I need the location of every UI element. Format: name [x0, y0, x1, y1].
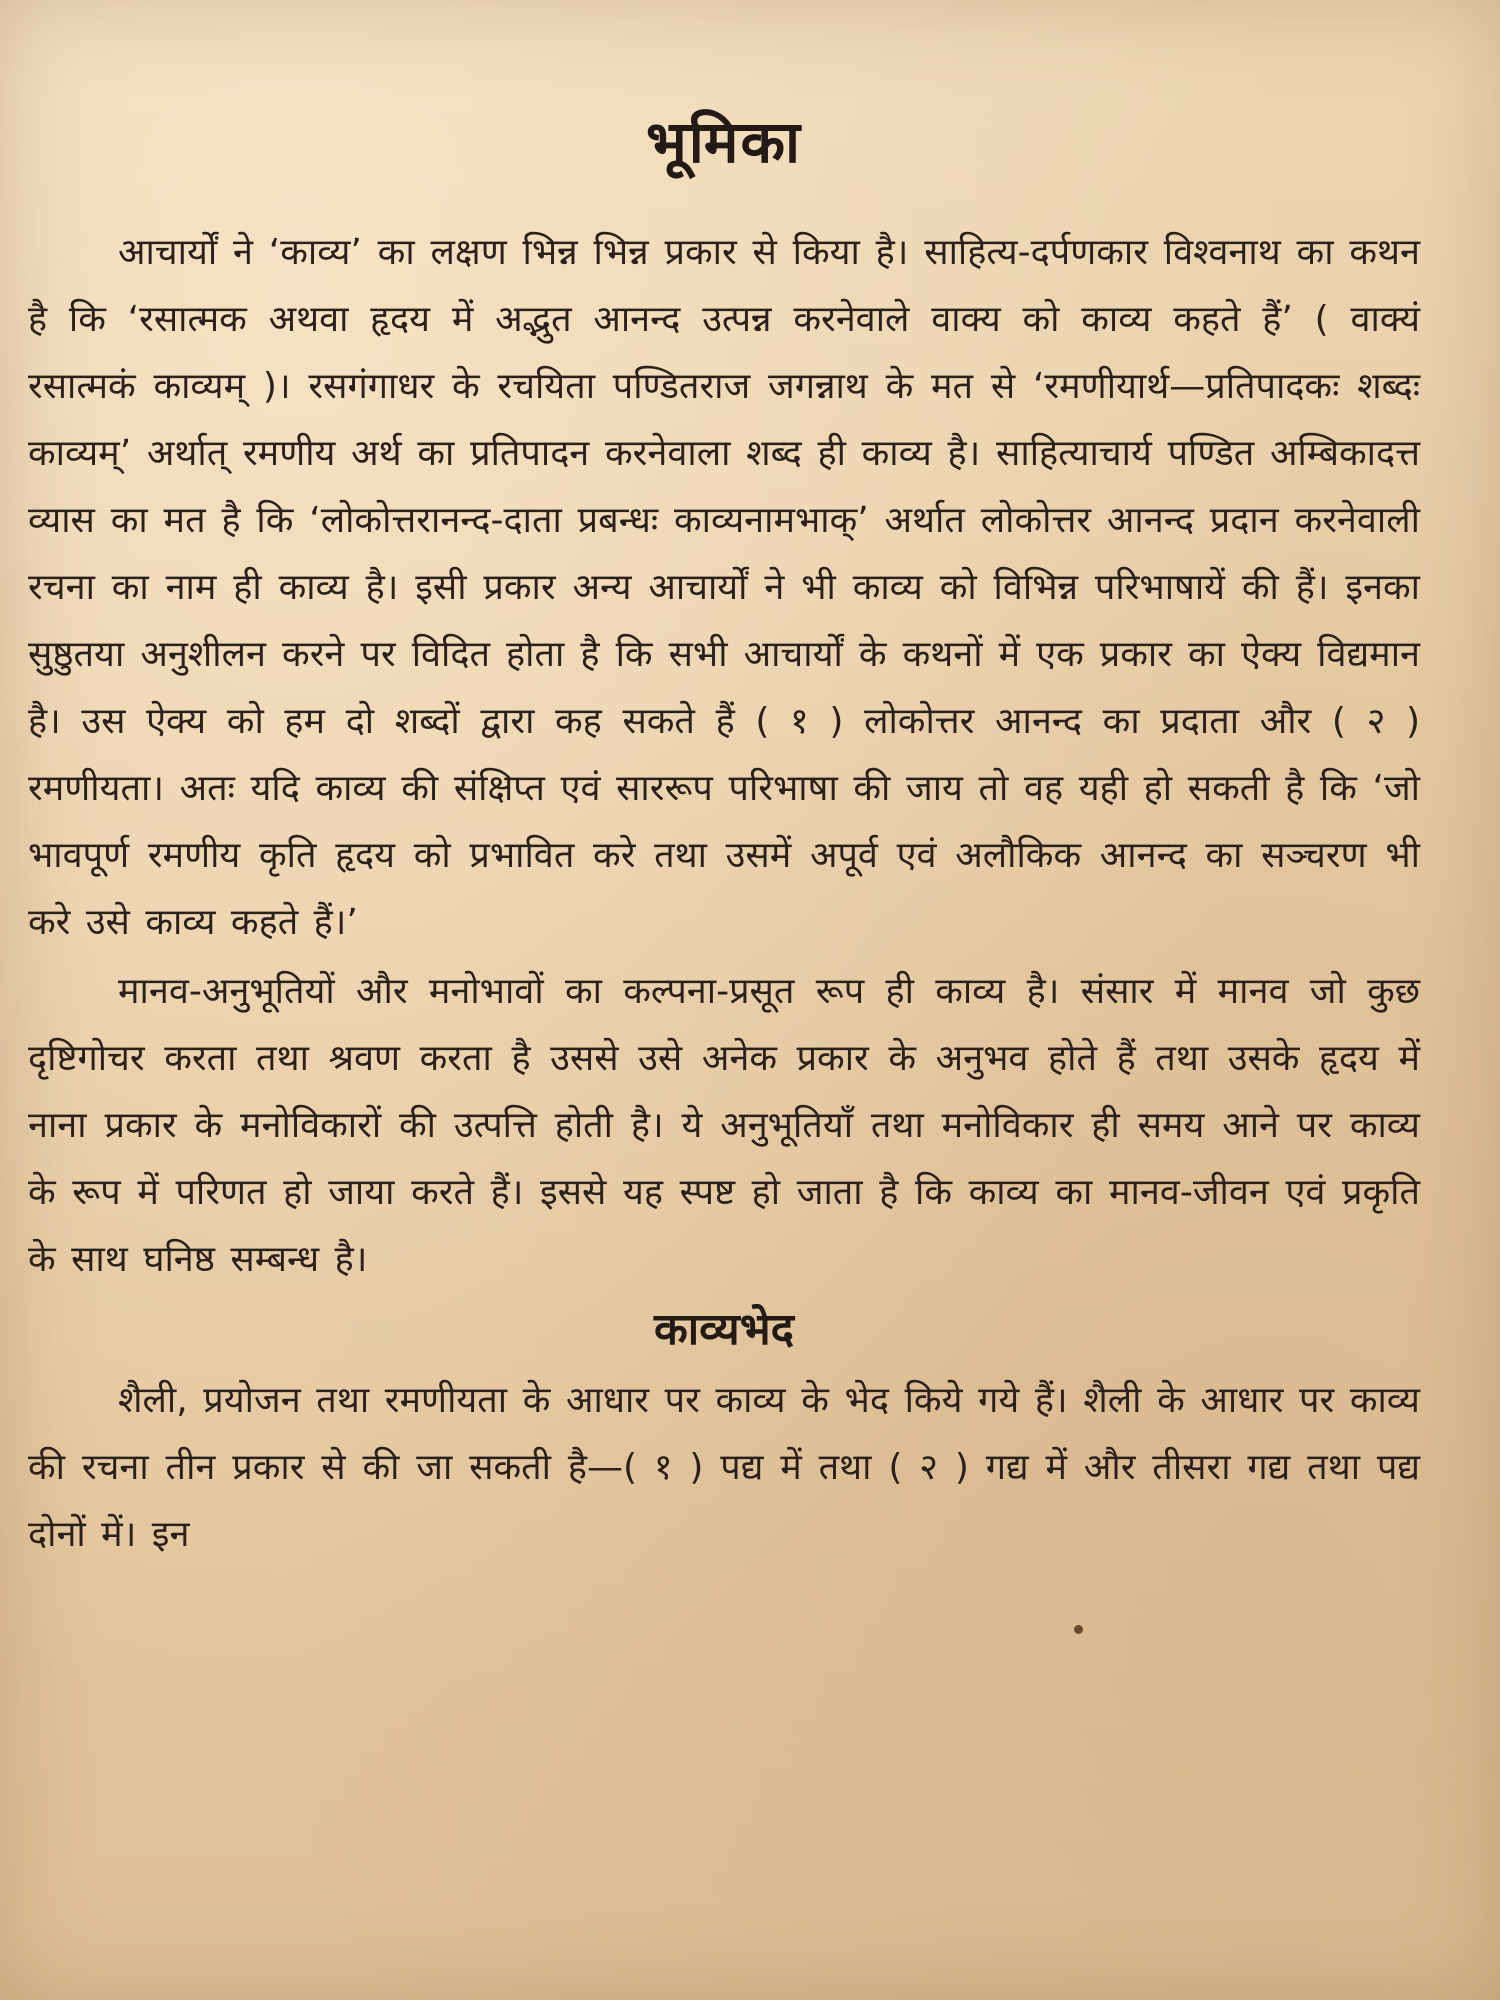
- intro-paragraph-1: आचार्यों ने ‘काव्य’ का लक्षण भिन्न भिन्न प्रकार से किया है। साहित्य-दर्पणकार विश्वनाथ का कथन है कि ‘रसात्मक अथवा हृदय में अद्भुत आनन्द उत्पन्न करनेवाले वाक्य को काव्य कहते हैं’ ( वाक्यं रसात्मकं काव्यम् )। रसगंगाधर के रचयिता पण्डितराज जगन्नाथ के मत से ‘रमणीयार्थ—प्रतिपादकः शब्दः काव्यम्’ अर्थात् रमणीय अर्थ का प्रतिपादन करनेवाला शब्द ही काव्य है। साहित्याचार्य पण्डित अम्बिकादत्त व्यास का मत है कि ‘लोकोत्तरानन्द-दाता प्रबन्धः काव्यनामभाक्’ अर्थात लोकोत्तर आनन्द प्रदान करनेवाली रचना का नाम ही काव्य है। इसी प्रकार अन्य आचार्यों ने भी काव्य को विभिन्न परिभाषायें की हैं। इनका सुष्ठुतया अनुशीलन करने पर विदित होता है कि सभी आचार्यों के कथनों में एक प्रकार का ऐक्य विद्यमान है। उस ऐक्य को हम दो शब्दों द्वारा कह सकते हैं ( १ ) लोकोत्तर आनन्द का प्रदाता और ( २ ) रमणीयता। अतः यदि काव्य की संक्षिप्त एवं साररूप परिभाषा की जाय तो वह यही हो सकती है कि ‘जो भावपूर्ण रमणीय कृति हृदय को प्रभावित करे तथा उसमें अपूर्व एवं अलौकिक आनन्द का सञ्चरण भी करे उसे काव्य कहते हैं।’: [28, 232, 1420, 943]
- section-heading: काव्यभेद: [653, 1304, 795, 1355]
- intro-paragraph-2: मानव-अनुभूतियों और मनोभावों का कल्पना-प्रसूत रूप ही काव्य है। संसार में मानव जो कुछ दृष्टिगोचर करता तथा श्रवण करता है उससे उसे अनेक प्रकार के अनुभव होते हैं तथा उसके हृदय में नाना प्रकार के मनोविकारों की उत्पत्ति होती है। ये अनुभूतियाँ तथा मनोविकार ही समय आने पर काव्य के रूप में परिणत हो जाया करते हैं। इससे यह स्पष्ट हो जाता है कि काव्य का मानव-जीवन एवं प्रकृति के साथ घनिष्ठ सम्बन्ध है।: [28, 971, 1420, 1280]
- section-paragraph-1: शैली, प्रयोजन तथा रमणीयता के आधार पर काव्य के भेद किये गये हैं। शैली के आधार पर काव्य की रचना तीन प्रकार से की जा सकती है—( १ ) पद्य में तथा ( २ ) गद्य में और तीसरा गद्य तथा पद्य दोनों में। इन: [28, 1380, 1420, 1555]
- page-title: भूमिका: [645, 108, 803, 176]
- ink-spot: [1074, 1625, 1083, 1634]
